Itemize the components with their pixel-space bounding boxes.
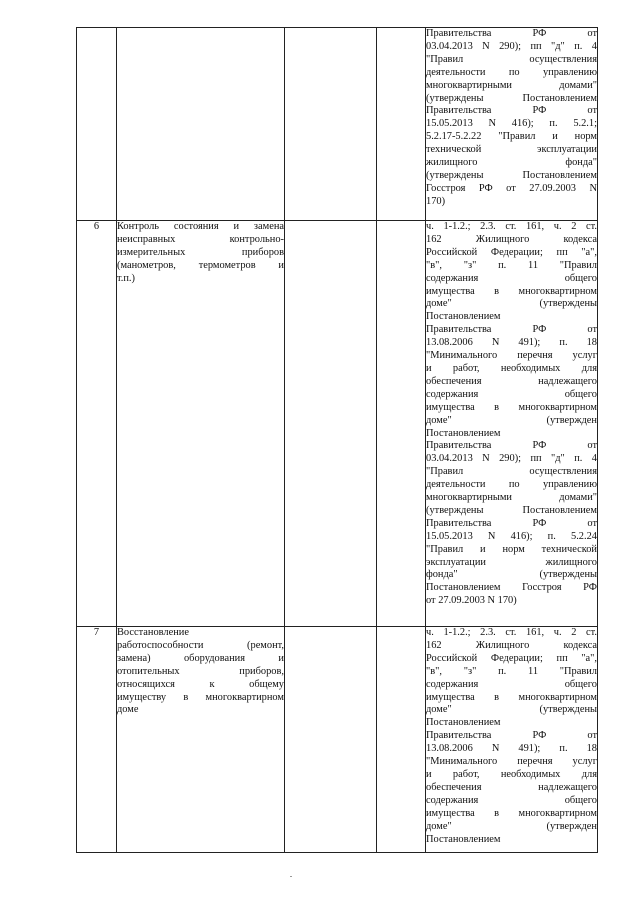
legal-basis-text-line: Российской Федерации; пп "а", [426,652,597,664]
legal-basis-text-line: доме" (утвержден [426,820,597,832]
legal-basis-cell [426,28,598,221]
legal-basis-text-line: технической эксплуатации [426,144,597,156]
legal-basis-text-line: 13.08.2006 N 491); п. 18 [426,337,597,349]
legal-basis-text-line: "в", "з" п. 11 "Правил [426,665,597,677]
legal-basis-text-line: Правительства РФ от [426,28,597,39]
legal-basis-text-line: имущества в многоквартирном [426,691,597,703]
legal-basis-text-line: многоквартирными домами" [426,79,597,91]
legal-basis-text-line: многоквартирными домами" [426,492,597,504]
legal-basis-text-line: Правительства РФ от [426,517,597,529]
legal-basis-text-line: 162 Жилищного кодекса [426,233,597,245]
legal-basis-text-line: обеспечения надлежащего [426,375,597,387]
legal-basis-text-line: (утверждены Постановлением [426,504,597,516]
work-text-line: отопительных приборов, [117,665,284,677]
legal-basis-text-line: содержания общего [426,388,597,400]
row-number-cell [77,28,117,221]
legal-basis-text-line: имущества в многоквартирном [426,401,597,413]
legal-basis-text-line: доме" (утверждены [426,298,597,310]
table-row [77,28,598,221]
legal-basis-text-line: 03.04.2013 N 290); пп "д" п. 4 [426,453,597,465]
legal-basis-text-line: имущества в многоквартирном [426,807,597,819]
legal-basis-text-line: деятельности по управлению [426,66,597,78]
legal-basis-text-line: Постановлением [426,311,501,323]
legal-basis-text-line: "Правил осуществления [426,53,597,65]
legal-basis-text-line: доме" (утвержден [426,414,597,426]
legal-basis-text-line: 5.2.17-5.2.22 "Правил и норм [426,131,597,143]
work-text-line: имуществу в многоквартирном [117,691,284,703]
legal-basis-text-line: имущества в многоквартирном [426,285,597,297]
frequency-cell [285,221,377,627]
legal-basis-text-line: эксплуатации жилищного [426,556,597,568]
legal-basis-text-line: "Правил и норм технической [426,543,597,555]
cost-cell [377,627,426,853]
work-text-line: неисправных контрольно- [117,233,284,245]
legal-basis-text-line: Правительства РФ от [426,324,597,336]
legal-basis-text-line: "Минимального перечня услуг [426,350,597,362]
legal-basis-text-line: 170) [426,195,446,207]
table-row [77,627,598,853]
work-description-cell [117,627,285,853]
legal-basis-cell [426,627,598,853]
legal-basis-text-line: деятельности по управлению [426,479,597,491]
cost-cell [377,28,426,221]
legal-basis-text-line: и работ, необходимых для [426,768,597,780]
legal-basis-text-line: Правительства РФ от [426,440,597,452]
cost-cell [377,221,426,627]
work-text-line: Восстановление [117,627,189,638]
legal-basis-text-line: 15.05.2013 N 416); п. 5.2.24 [426,530,597,542]
works-table-body [77,28,598,853]
row-number-cell: 6 [77,221,117,627]
legal-basis-text-line: 162 Жилищного кодекса [426,639,597,651]
scan-speck [290,876,292,877]
frequency-cell [285,627,377,853]
legal-basis-text-line: и работ, необходимых для [426,362,597,374]
legal-basis-text-line: Правительства РФ от [426,730,597,742]
work-text-line: измерительных приборов [117,246,284,258]
work-text-line: Контроль состояния и замена [117,221,284,232]
legal-basis-text-line: (утверждены Постановлением [426,169,597,181]
legal-basis-text-line: жилищного фонда" [426,157,597,169]
legal-basis-text-line: Постановлением Госстроя РФ [426,582,597,594]
legal-basis-text-line: содержания общего [426,272,597,284]
work-text-line: замена) оборудования и [117,652,284,664]
work-text-line: доме [117,704,139,716]
legal-basis-text-line: ч. 1-1.2.; 2.3. ст. 161, ч. 2 ст. [426,221,597,232]
legal-basis-text-line: доме" (утверждены [426,704,597,716]
legal-basis-text-line: "Минимального перечня услуг [426,756,597,768]
legal-basis-text-line: Правительства РФ от [426,105,597,117]
work-text-line: относящихся к общему [117,678,284,690]
legal-basis-text-line: "Правил осуществления [426,466,597,478]
work-text-line: работоспособности (ремонт, [117,639,284,651]
legal-basis-text-line: содержания общего [426,678,597,690]
legal-basis-text-line: 15.05.2013 N 416); п. 5.2.1; [426,118,597,130]
legal-basis-cell [426,221,598,627]
legal-basis-text-line: Российской Федерации; пп "а", [426,246,597,258]
legal-basis-text-line: Постановлением [426,717,501,729]
legal-basis-text-line: обеспечения надлежащего [426,781,597,793]
legal-basis-text-line: Госстроя РФ от 27.09.2003 N [426,182,597,194]
legal-basis-text-line: от 27.09.2003 N 170) [426,595,517,607]
legal-basis-text-line: фонда" (утверждены [426,569,597,581]
legal-basis-text-line: 13.08.2006 N 491); п. 18 [426,743,597,755]
works-table [76,27,598,853]
table-row [77,221,598,627]
work-description-cell [117,28,285,221]
frequency-cell [285,28,377,221]
legal-basis-text-line: "в", "з" п. 11 "Правил [426,259,597,271]
legal-basis-text-line: (утверждены Постановлением [426,92,597,104]
work-text-line: (манометров, термометров и [117,259,284,271]
row-number-cell: 7 [77,627,117,853]
legal-basis-text-line: содержания общего [426,794,597,806]
legal-basis-text-line: 03.04.2013 N 290); пп "д" п. 4 [426,40,597,52]
legal-basis-text-line: ч. 1-1.2.; 2.3. ст. 161, ч. 2 ст. [426,627,597,638]
work-text-line: т.п.) [117,272,135,284]
legal-basis-text-line: Постановлением [426,833,501,845]
legal-basis-text-line: Постановлением [426,427,501,439]
work-description-cell [117,221,285,627]
